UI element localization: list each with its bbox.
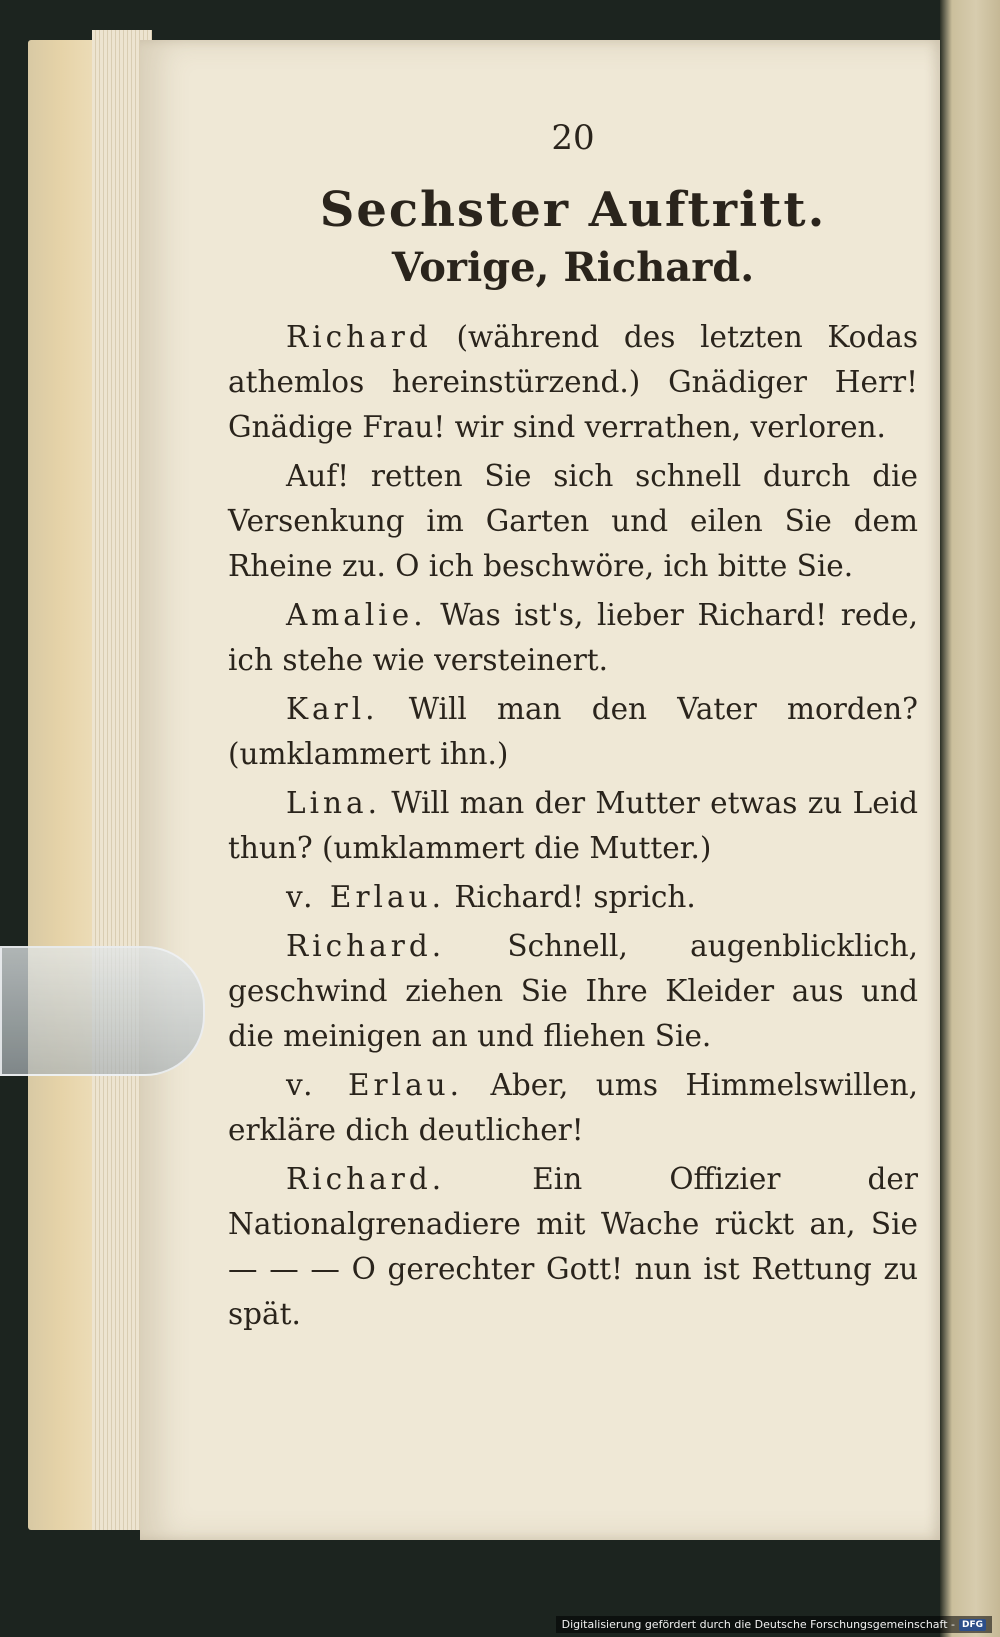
paragraph-text: Schnell, augenblicklich, geschwind ziehen Sie Ihre Kleider aus und die meinigen an und fliehen Sie.: [228, 929, 918, 1053]
paragraph: [228, 454, 918, 589]
speaker-name: Richard.: [286, 1162, 446, 1196]
dfg-logo-icon: DFG: [959, 1619, 986, 1631]
footer-text: Digitalisierung gefördert durch die Deutsche Forschungsgemeinschaft -: [561, 1618, 955, 1631]
paragraph-text: (während des letzten Kodas athemlos hereinstürzend.) Gnädiger Herr! Gnädige Frau! wir sind verrathen, verloren.: [228, 320, 918, 444]
paragraph-text: Will man den Vater morden? (umklammert ihn.): [228, 692, 918, 771]
scene-title: Sechster Auftritt.: [319, 182, 827, 238]
paragraph-text: Auf! retten Sie sich schnell durch die Versenkung im Garten und eilen Sie dem Rheine zu. O ich beschwöre, ich bitte Sie.: [228, 459, 918, 583]
paragraph: [228, 315, 918, 450]
paragraph-text: Will man der Mutter etwas zu Leid thun? (umklammert die Mutter.): [228, 786, 918, 865]
paragraph-text: Ein Offizier der Nationalgrenadiere mit Wache rückt an, Sie — — — O gerechter Gott! nun ist Rettung zu spät.: [228, 1162, 918, 1331]
scene-subtitle: Vorige, Richard.: [391, 244, 755, 291]
speaker-name: Lina.: [286, 786, 381, 820]
speaker-name: Richard: [286, 320, 432, 354]
paragraph: [228, 781, 918, 871]
glass-bookmark: [0, 946, 205, 1076]
speaker-name: Amalie.: [286, 598, 427, 632]
speaker-name: Karl.: [286, 692, 379, 726]
page-content: [228, 118, 918, 1341]
digitization-footer: [556, 1616, 992, 1633]
paragraph: [228, 1157, 918, 1337]
speaker-name: v. Erlau.: [286, 880, 445, 914]
page-edge-right: [940, 0, 1000, 1637]
speaker-name: v. Erlau.: [286, 1068, 464, 1102]
paragraph-text: Richard! sprich.: [444, 880, 696, 914]
paragraph-text: Aber, ums Himmelswillen, erkläre dich deutlicher!: [228, 1068, 918, 1147]
paragraph-text: Was ist's, lieber Richard! rede, ich stehe wie versteinert.: [228, 598, 918, 677]
paragraph: [228, 1063, 918, 1153]
paragraph: [228, 924, 918, 1059]
paragraph: [228, 875, 918, 920]
page-number: 20: [551, 118, 595, 158]
speaker-name: Richard.: [286, 929, 446, 963]
paragraph: [228, 593, 918, 683]
paragraph: [228, 687, 918, 777]
